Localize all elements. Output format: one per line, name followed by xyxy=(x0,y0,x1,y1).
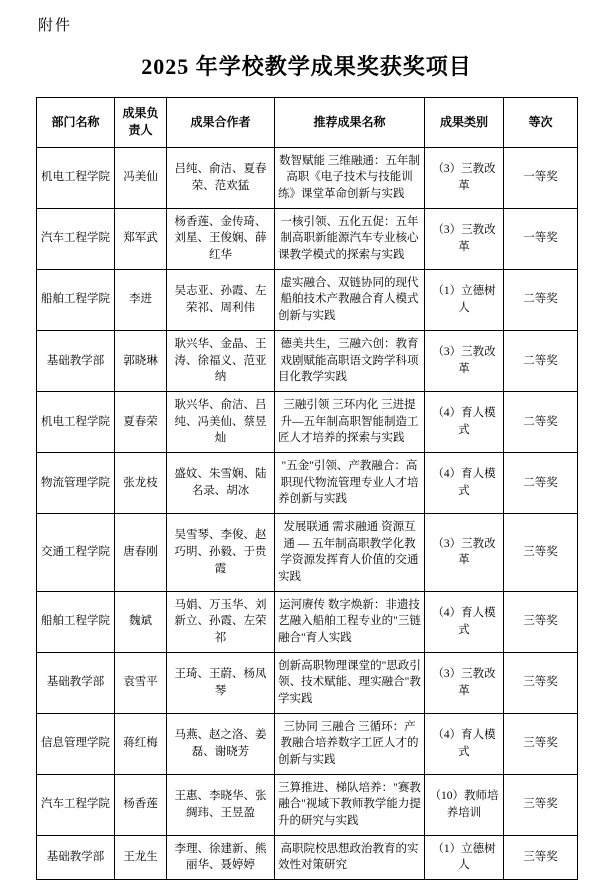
cell-dept: 物流管理学院 xyxy=(37,452,115,513)
cell-leader: 杨香莲 xyxy=(115,774,167,835)
cell-members: 李理、徐建新、熊丽华、聂婷婷 xyxy=(167,835,275,879)
cell-level: 三等奖 xyxy=(504,713,578,774)
cell-project: 发展联通 需求融通 资源互通 — 五年制高职教学化教学资源发挥育人价值的交通实践 xyxy=(275,513,425,591)
cell-project: 一核引领、五化五促：五年制高职新能源汽车专业核心课教学模式的探索与实践 xyxy=(275,208,425,269)
cell-dept: 基础教学部 xyxy=(37,330,115,391)
cell-project: 运河赓传 数字焕新：非遗技艺融入船舶工程专业的"三链融合"育人实践 xyxy=(275,591,425,652)
cell-level: 一等奖 xyxy=(504,208,578,269)
cell-category: （3）三教改革 xyxy=(425,513,504,591)
cell-dept: 汽车工程学院 xyxy=(37,774,115,835)
cell-dept: 机电工程学院 xyxy=(37,391,115,452)
table-row xyxy=(37,713,578,774)
column-header-category: 成果类别 xyxy=(425,98,504,148)
cell-dept: 船舶工程学院 xyxy=(37,269,115,330)
cell-members: 盛妏、朱雪娴、陆名录、胡冰 xyxy=(167,452,275,513)
table-row xyxy=(37,330,578,391)
table-row xyxy=(37,391,578,452)
table-row xyxy=(37,269,578,330)
cell-members: 马燕、赵之洛、姜磊、谢晓芳 xyxy=(167,713,275,774)
cell-level: 一等奖 xyxy=(504,147,578,208)
cell-project: 三协同 三融合 三循环：产教融合培养数字工匠人才的创新与实践 xyxy=(275,713,425,774)
cell-members: 吴志亚、孙霞、左荣祁、周利伟 xyxy=(167,269,275,330)
cell-category: （4）育人模式 xyxy=(425,452,504,513)
cell-leader: 李进 xyxy=(115,269,167,330)
cell-project: 三融引领 三环内化 三进提升—五年制高职智能制造工匠人才培养的探索与实践 xyxy=(275,391,425,452)
column-header-level: 等次 xyxy=(504,98,578,148)
cell-level: 二等奖 xyxy=(504,269,578,330)
cell-project: 高职院校思想政治教育的实效性对策研究 xyxy=(275,835,425,879)
column-header-members: 成果合作者 xyxy=(167,98,275,148)
cell-members: 耿兴华、金晶、王涛、徐福义、范亚纳 xyxy=(167,330,275,391)
table-row xyxy=(37,208,578,269)
cell-members: 马娟、万玉华、刘新立、孙霞、左荣祁 xyxy=(167,591,275,652)
cell-dept: 汽车工程学院 xyxy=(37,208,115,269)
cell-leader: 魏斌 xyxy=(115,591,167,652)
cell-leader: 袁雪平 xyxy=(115,652,167,713)
table-body xyxy=(37,147,578,879)
cell-project: 三算推进、梯队培养："赛教融合"视域下教师教学能力提升的研究与实践 xyxy=(275,774,425,835)
column-header-project: 推荐成果名称 xyxy=(275,98,425,148)
table-row xyxy=(37,591,578,652)
cell-category: （3）三教改革 xyxy=(425,208,504,269)
cell-category: （1）立德树人 xyxy=(425,269,504,330)
table-header-row xyxy=(37,98,578,148)
cell-level: 三等奖 xyxy=(504,513,578,591)
cell-leader: 王龙生 xyxy=(115,835,167,879)
table-row xyxy=(37,835,578,879)
cell-project: 数智赋能 三维融通：五年制高职《电子技术与技能训练》课堂革命创新与实践 xyxy=(275,147,425,208)
cell-dept: 船舶工程学院 xyxy=(37,591,115,652)
cell-dept: 信息管理学院 xyxy=(37,713,115,774)
column-header-leader: 成果负责人 xyxy=(115,98,167,148)
cell-leader: 唐春刚 xyxy=(115,513,167,591)
cell-leader: 郑军武 xyxy=(115,208,167,269)
cell-category: （4）育人模式 xyxy=(425,391,504,452)
column-header-dept: 部门名称 xyxy=(37,98,115,148)
cell-dept: 基础教学部 xyxy=(37,835,115,879)
award-projects-table xyxy=(36,97,578,880)
cell-leader: 夏春荣 xyxy=(115,391,167,452)
cell-members: 王惠、李晓华、张绸玮、王昱盈 xyxy=(167,774,275,835)
cell-level: 二等奖 xyxy=(504,452,578,513)
table-row xyxy=(37,513,578,591)
cell-category: （4）育人模式 xyxy=(425,713,504,774)
cell-category: （3）三教改革 xyxy=(425,147,504,208)
cell-category: （1）立德树人 xyxy=(425,835,504,879)
cell-members: 耿兴华、俞洁、吕纯、冯美仙、蔡昱灿 xyxy=(167,391,275,452)
cell-members: 吕纯、俞洁、夏春荣、范欢猛 xyxy=(167,147,275,208)
cell-dept: 基础教学部 xyxy=(37,652,115,713)
cell-project: 德美共生，三融六创：教育戏剧赋能高职语文跨学科项目化教学实践 xyxy=(275,330,425,391)
table-row xyxy=(37,652,578,713)
cell-category: （3）三教改革 xyxy=(425,330,504,391)
cell-level: 三等奖 xyxy=(504,591,578,652)
table-row xyxy=(37,452,578,513)
cell-dept: 机电工程学院 xyxy=(37,147,115,208)
cell-project: 虚实融合、双链协同的现代船舶技术产教融合育人模式创新与实践 xyxy=(275,269,425,330)
cell-members: 王琦、王蔚、杨凤琴 xyxy=(167,652,275,713)
cell-level: 二等奖 xyxy=(504,330,578,391)
cell-category: （10）教师培养培训 xyxy=(425,774,504,835)
cell-project: "五金"引领、产教融合：高职现代物流管理专业人才培养创新与实践 xyxy=(275,452,425,513)
cell-members: 吴雪琴、李俊、赵巧明、孙毅、于贵霞 xyxy=(167,513,275,591)
cell-members: 杨香莲、金传琦、刘星、王俊娴、薛红华 xyxy=(167,208,275,269)
cell-level: 二等奖 xyxy=(504,391,578,452)
cell-project: 创新高职物理课堂的"思政引领、技术赋能、理实融合"教学实践 xyxy=(275,652,425,713)
cell-category: （3）三教改革 xyxy=(425,652,504,713)
cell-level: 三等奖 xyxy=(504,835,578,879)
table-row xyxy=(37,147,578,208)
cell-category: （4）育人模式 xyxy=(425,591,504,652)
attachment-label: 附件 xyxy=(38,18,73,34)
cell-level: 三等奖 xyxy=(504,774,578,835)
cell-leader: 郭晓琳 xyxy=(115,330,167,391)
cell-dept: 交通工程学院 xyxy=(37,513,115,591)
cell-leader: 张龙枝 xyxy=(115,452,167,513)
page-title: 2025 年学校教学成果奖获奖项目 xyxy=(141,54,472,79)
cell-leader: 冯美仙 xyxy=(115,147,167,208)
cell-leader: 蒋红梅 xyxy=(115,713,167,774)
table-row xyxy=(37,774,578,835)
cell-level: 三等奖 xyxy=(504,652,578,713)
